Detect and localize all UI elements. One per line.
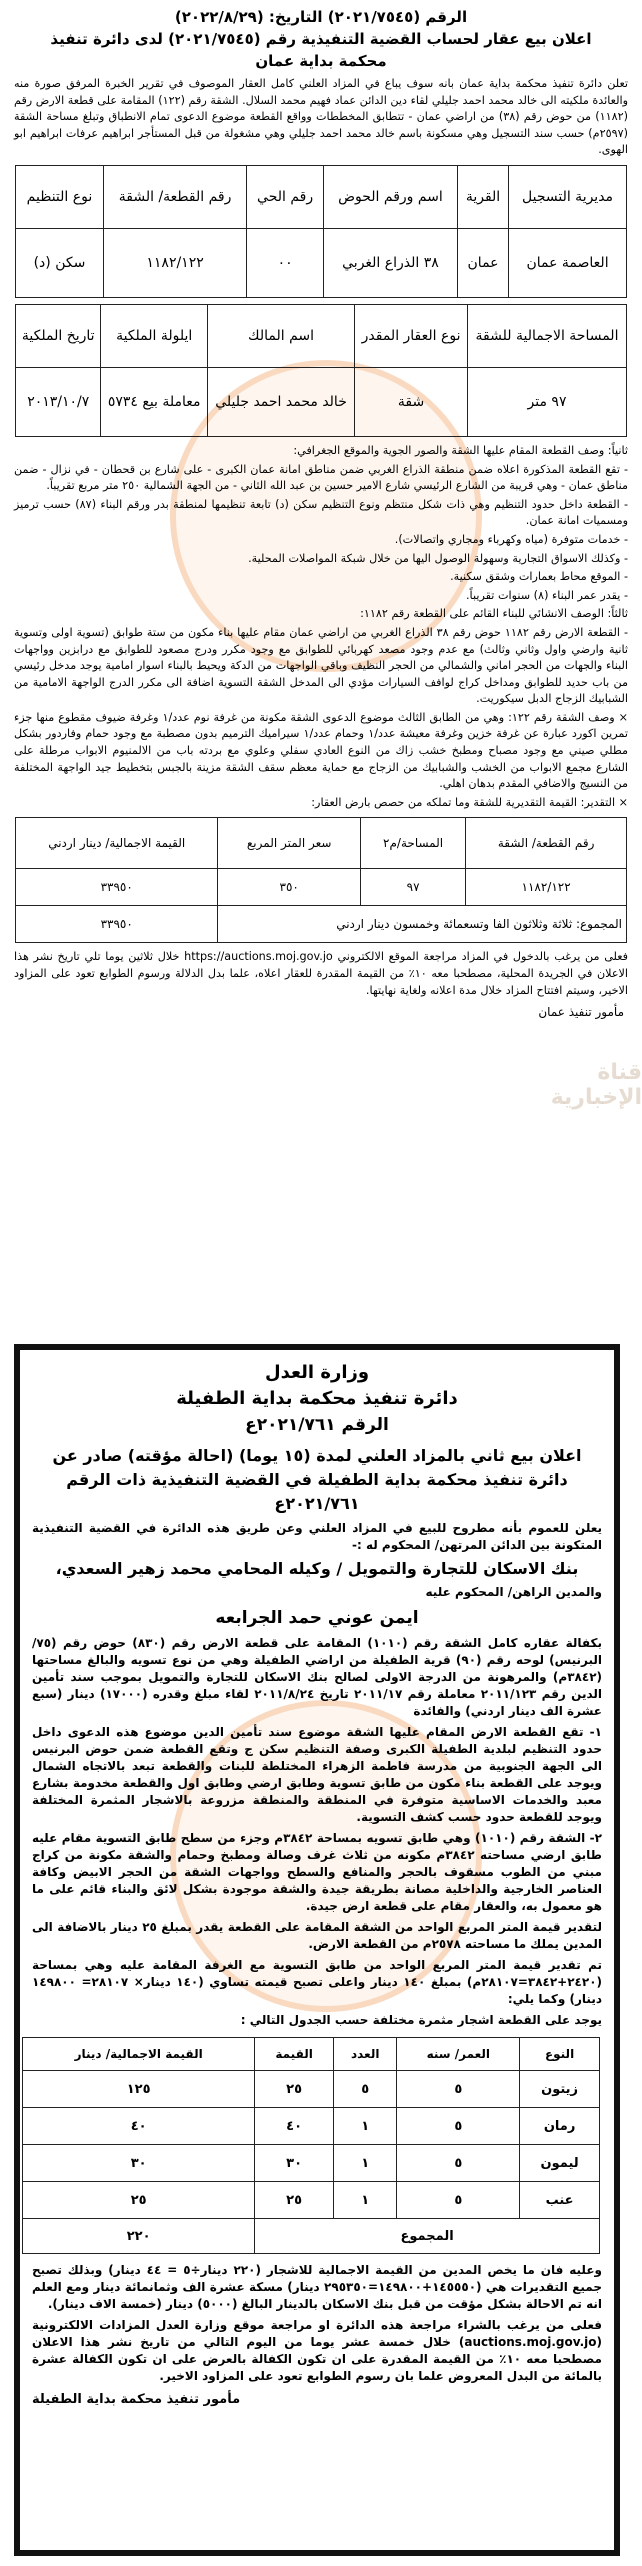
notice-subtitle: يعلن للعموم بأنه مطروح للبيع في المزاد العلني وعن طريق هذه الدائرة في القضية التنفيذية المتكونة بين الدائن المرتهن/ المحكوم له :-: [32, 1521, 602, 1552]
total-value: ٢٢٠: [23, 2219, 255, 2254]
paragraph: لتقدير قيمة المتر المربع الواحد من الشقة المقامة على القطعة يقدر بمبلغ ٢٥ دينار بالاضافة الى المدين يملك ما مساحته ٢٥٧٨م من القطعة الارض.: [32, 1920, 602, 1951]
table-cell: ٢٥: [23, 2182, 255, 2219]
total-value: ٣٣٩٥٠: [16, 906, 218, 943]
table-header: نوع التنظيم: [16, 165, 104, 228]
table-header: ايلولة الملكية: [101, 304, 207, 367]
notice-description: [14, 443, 628, 811]
table-cell: ١١٨٢/١٢٢: [103, 228, 246, 297]
notice-closing: وعليه فان ما يخص المدين من القيمة الاجمالية للاشجار (٢٢٠ دينار÷٥ = ٤٤ دينار) وبذلك تصبح جميع التقديرات هي (١٤٥٥٥٠+١٤٩٨٠٠=٢٩٥٣٥٠ دينار) مسكة عشرة الف وثمانمائة دينار ومع العلم انه تم الاحالة بشكل مؤقت من قبل بنك الاسكان بالدينار البالغ (٥٠٠٠) دينار (خمسة الاف دينار).: [32, 2263, 603, 2311]
table-header: المساحة/م٢: [360, 818, 465, 869]
paragraph: بكفالة عقاره كامل الشقة رقم (١٠١٠) المقامة على قطعة الارض رقم (٨٣٠) حوض رقم (٧٥/البرنيس) لوحه رقم (٩٠) قرية الطفيلة من اراضي الطفيلة وهي من نوع تسويه والبالغ مساحتها (٣٨٤٢م) والمرهونة من الدرجة الاولى لصالح بنك الاسكان للتجارة والتمويل بموجب سند تأمين الدين رقم ٢٠١١/١٢٣ معاملة رقم ٢٠١١/١٧ تاريخ ٢٠١١/٨/٢٤ لقاء مبلغ وقدره (١٧٠٠٠) دينار (سبع عشرة الف دينار اردني) والفائدة: [32, 1636, 603, 1718]
auction-notice-amman: [8, 6, 634, 1330]
table-cell: معاملة بيع ٥٧٣٤: [101, 367, 207, 436]
table-header: القرية: [457, 165, 508, 228]
table-header: سعر المتر المربع: [218, 818, 361, 869]
table-header: اسم المالك: [207, 304, 354, 367]
table-header: رقم القطعة/ الشقة: [466, 818, 627, 869]
table-cell: ٣٣٩٥٠: [16, 869, 218, 906]
table-header: القيمة: [255, 2038, 334, 2071]
ministry-name: وزارة العدل: [264, 1362, 370, 1383]
table-cell: ٤٠: [255, 2108, 334, 2145]
closing-prefix: فعلى من يرغب بالدخول في المزاد مراجعة الموقع الالكتروني: [337, 950, 628, 964]
table-cell: عمان: [457, 228, 508, 297]
table-row: [23, 2071, 600, 2108]
table-cell: ١١٨٢/١٢٢: [466, 869, 627, 906]
notice-signer: مأمور تنفيذ محكمة بداية الطفيلة: [32, 2392, 241, 2407]
table-cell: ٣٥٠: [218, 869, 361, 906]
table-cell: ٩٧: [360, 869, 465, 906]
table-header: القيمة الاجمالية/ دينار اردني: [16, 818, 218, 869]
creditor-name: بنك الاسكان للتجارة والتمويل / وكيله المحامي محمد زهير السعدي،: [55, 1559, 579, 1578]
table-cell: ٥: [397, 2108, 520, 2145]
paragraph: ٢- الشقة رقم (١٠١٠) وهي طابق تسويه بمساحة ٣٨٤٢م وجزء من سطح طابق التسوية مقام عليه طابق ارضي مساحته ٣٨٤٢م مكونه من ثلاث غرف وصالة ومطبخ وحمام والشقة مكونة من كراج مبني من الطوب مسقوف بالحجر والمنافع والسطح وواجهات الشقة من الحجر الابيض وكافة العناصر الخارجية والداخلية مصانة بطريقة جيدة والشقة موجودة بشكل لائق والبناء قائم على ما هو معمول به، والعقار مقام على قطعة ارض جيدة.: [32, 1831, 602, 1913]
paragraph: تم تقدير قيمة المتر المربع الواحد من طابق التسوية مع الغرفة المقامة عليه وهي بمساحة (٢٤٢٠+٣٨٤٢=٢٨١٠٧م) بمبلغ ١٤٠ دينار واعلى تصبح قيمته تساوي (١٤٠ دينار× ٢٨١٠٧= ١٤٩٨٠٠ دينار) وكما يلي:: [32, 1958, 603, 2006]
table-cell: ٥: [397, 2071, 520, 2108]
table-header: النوع: [520, 2038, 600, 2071]
table-header: العدد: [333, 2038, 396, 2071]
paragraph: × وصف الشقة رقم ١٢٢: وهي من الطابق الثالث موضوع الدعوى الشقة مكونة من غرفة نوم عدد/١ وغرفة ضيوف مقطوع منها جزء تمرين اكورد عبارة عن غرفة خزين وغرفة معيشة عدد/١ وحمام عدد/١ سيراميك الترميم بدون مصطبة مع وجود حمام وفاردور بشكل مطلي صيني مع وجود مصباح ومطبخ خشب زاك من النوع العادي سفلي وعلوي مع بردته باب من الالمنيوم الابواب مرطلة على الشارع مجمع الابواب من الخشب والشبابيك من الزجاج مع حماية معظم سقف الشقة مزينة بالجبس بتخطيط جيد الواجهة المختلفة من النسيج والاضافي المقدم بدهان اهلي.: [14, 710, 629, 791]
table-cell: زيتون: [520, 2071, 600, 2108]
notice-signer: مأمور تنفيذ عمان: [538, 1005, 624, 1020]
paragraph: ١- تقع القطعة الارض المقام عليها الشقة موضوع سند تأمين الدين موضوع هذه الدعوى داخل حدود التنظيم لبلدية الطفيلة الكبرى وصفة التنظيم سكن ج وتقع القطعة ضمن حوض البرنيس الى الجهة الجنوبية من مدرسة فاطمة الزهراء المختلطة للبنات والقطعة تبعد بالاتجاه الشمال ويوجد على القطعة بناء مكون من طابق تسوية وطابق ارضي وطابق اول والقطعة مخدومة بشارع معبد والخدمات الاساسية متوفرة في المنطقة والمنطقة مزروعة بالاشجار المثمرة المختلفة ويوجد للقطعة حدود حسب كشف التسوية.: [32, 1725, 602, 1824]
total-label: المجموع: ثلاثة وثلاثون الفا وتسعمائة وخمسون دينار اردني: [218, 906, 627, 943]
table-cell: ٣٠: [255, 2145, 334, 2182]
notice-intro: تعلن دائرة تنفيذ محكمة بداية عمان بانه سوف يباع في المزاد العلني كامل العقار الموصوف في تقرير الخبرة المرفق صورة منه والعائدة ملكيته الى خالد محمد احمد جليلي لقاء دين الدائن عماد فهيم محمد السلال. الشقة رقم (١٢٢) المقامة على قطعة الارض رقم (١١٨٢) من حوض رقم (٣٨) من اراضي عمان - تتطابق المخططات وواقع القطعة موضوع الدعوى تمام الانطباق وتبلغ مساحة الشقة (٢٥٩٧م) حسب سند التسجيل وهي مسكونة باسم خالد محمد احمد جليلي وهي مشغولة من قبل المستأجر ابراهيم عرفات ابراهيم ابو الهوى.: [14, 77, 629, 157]
paragraph: - الموقع محاط بعمارات وشقق سكنية.: [450, 570, 628, 584]
table-cell: ليمون: [520, 2145, 600, 2182]
table-cell: ١: [333, 2145, 396, 2182]
valuation-table: [15, 817, 627, 943]
notice-court: محكمة بداية عمان: [255, 52, 387, 70]
table-header: المساحة الاجمالية للشقة: [468, 304, 627, 367]
closing-suffix: خلال ثلاثين يوما تلي تاريخ نشر هذا الاعلان في الجريدة المحلية، مصطحبا معه ١٠٪ من القيمة المقدرة للعقار اعلاه، علما بدل الدلالة ورسوم الطوابع تعود على المزاود الاخير، وسيتم افتتاح المزاد خلال مدة اعلانه ولغاية نهايتها.: [14, 950, 629, 997]
notice-title: اعلان بيع عقار لحساب القضية التنفيذية رقم (٢٠٢١/٧٥٤٥) لدى دائرة تنفيذ: [50, 30, 592, 48]
paragraph: يوجد على القطعة اشجار مثمرة مختلفة حسب الجدول التالي :: [240, 2013, 602, 2027]
table-row: [16, 367, 627, 436]
table-cell: ٢٥: [255, 2182, 334, 2219]
table-cell: ٩٧ متر: [468, 367, 627, 436]
paragraph: × التقدير: القيمة التقديرية للشقة وما تملكه من حصص بارض العقار:: [311, 795, 628, 809]
trees-table: [22, 2037, 600, 2254]
notice-closing: [14, 949, 628, 999]
table-row: [16, 228, 627, 297]
table-cell: ٤٠: [23, 2108, 255, 2145]
table-header: نوع العقار المقدر: [355, 304, 468, 367]
table-cell: ١: [333, 2182, 396, 2219]
table-total-row: [23, 2219, 600, 2254]
auction-notice-tafilah: [14, 1344, 620, 2556]
table-header: القيمة الاجمالية/ دينار: [23, 2038, 255, 2071]
paragraph: - وكذلك الاسواق التجارية وسهولة الوصول اليها من خلال شبكة المواصلات المحلية.: [248, 551, 628, 565]
table-cell: عنب: [520, 2182, 600, 2219]
table-header: رقم الحي: [247, 165, 324, 228]
table-cell: ٢٠١٣/١٠/٧: [16, 367, 101, 436]
table-row: [23, 2145, 600, 2182]
paragraph: ثالثاً: الوصف الانشائي للبناء القائم على القطعة رقم ١١٨٢:: [360, 607, 628, 621]
notice-title: اعلان بيع ثاني بالمزاد العلني لمدة (١٥ يوما) (احالة مؤقته) صادر عن دائرة تنفيذ محكمة بداية الطفيلة في القضية التنفيذية ذات الرقم ٢٠٢١/٧٦١ع: [52, 1446, 582, 1513]
paragraph: - القطعة الارض رقم ١١٨٢ حوض رقم ٣٨ الذراع الغربي من اراضي عمان مقام عليها بناء مكون من ستة طوابق (تسوية اولى وتسوية ثانية وارضي واول وثاني وثالث) مع عدم وجود مصعد كهربائي للطوابق مع وجود مكرر ودرج مصعود للطوابق مع درابزين وواجهات البناء والجهات من الحجر اماني والشمالي من الحجر النظيف وباقي الواجهات من الدكة ويحيط بالبناء اسوار امامية يوجد مدخل رئيسي من باب حديد للطوابق ومداخل كراج لوافف السيارات مؤدي الى المدخل الشقة التسوية اضافة الى مكرر الدرج الواجهة الامامية من الشبابيك الزجاج الدبل سيكوريت.: [14, 625, 628, 706]
notice-reference: الرقم ٢٠٢١/٧٦١ع: [245, 1415, 389, 1435]
debtor-name: ايمن عوني حمد الجرابعه: [215, 1608, 419, 1628]
table-header: اسم ورقم الحوض: [323, 165, 457, 228]
table-cell: ٥: [397, 2145, 520, 2182]
table-cell: شقة: [355, 367, 468, 436]
ownership-table: [15, 304, 627, 437]
table-header: العمر/ سنه: [397, 2038, 520, 2071]
table-cell: رمان: [520, 2108, 600, 2145]
table-row: [23, 2182, 600, 2219]
notice-closing-2: فعلى من يرغب بالشراء مراجعة هذه الدائرة او مراجعة موقع وزارة العدل المزادات الالكترونية (auctions.moj.gov.jo) خلال خمسة عشر يوما من اليوم التالي من تاريخ نشر هذا الاعلان مصطحبا معه ١٠٪ من القيمة المقدرة على ان تكون الكفالة بالعرض على ان تكون الكفالة عشرة بالمائة من البدل المعروض علما بان رسوم الطوابع تعود على المزاود الاخير.: [32, 2318, 602, 2383]
table-cell: ٠٠: [247, 228, 324, 297]
table-cell: ١٢٥: [23, 2071, 255, 2108]
table-cell: العاصمة عمان: [509, 228, 627, 297]
table-cell: ١: [333, 2108, 396, 2145]
total-label: المجموع: [255, 2219, 600, 2254]
debtor-label: والمدين الراهن/ المحكوم عليه: [425, 1585, 602, 1599]
table-header: تاريخ الملكية: [16, 304, 101, 367]
table-header: رقم القطعة/ الشقة: [103, 165, 246, 228]
auction-url-link[interactable]: https://auctions.moj.gov.jo: [184, 950, 333, 964]
table-cell: ٣٠: [23, 2145, 255, 2182]
paragraph: - القطعة داخل حدود التنظيم وهي ذات شكل منتظم ونوع التنظيم سكن (د) تابعة تنظيمها لمنطقة بدر ورقم البناء (٨٧) حسب ترميز ومسميات امانة عمان.: [14, 497, 628, 528]
paragraph: - تقع القطعة المذكورة اعلاه ضمن منطقة الذراع الغربي ضمن مناطق امانة عمان الكبرى - على شارع بن قحطان - في نزال - ضمن مناطق عمان - وهي قريبة من الشارع الرئيسي شارع الامير حسين بن عبد الله الثاني - من الجهة الشمالية ٢٥٠ متر مربع تقريباً.: [14, 462, 628, 493]
notice-reference: الرقم (٢٠٢١/٧٥٤٥) التاريخ: (٢٠٢٢/٨/٢٩): [174, 8, 468, 26]
table-cell: ٥: [333, 2071, 396, 2108]
watermark-text: قناة الإخبارية: [550, 1060, 642, 1110]
table-cell: ٥: [397, 2182, 520, 2219]
department-name: دائرة تنفيذ محكمة بداية الطفيلة: [176, 1388, 458, 1409]
paragraph: ثانياً: وصف القطعة المقام عليها الشقة والصور الجوية والموقع الجغرافي:: [293, 443, 628, 457]
table-cell: ٢٥: [255, 2071, 334, 2108]
table-row: [16, 869, 627, 906]
paragraph: - خدمات متوفرة (مياه وكهرباء ومجاري واتصالات).: [394, 532, 628, 546]
table-cell: سكن (د): [16, 228, 104, 297]
table-cell: ٣٨ الذراع الغربي: [323, 228, 457, 297]
table-row: [23, 2108, 600, 2145]
paragraph: - يقدر عمر البناء (٨) سنوات تقريباً.: [466, 588, 628, 602]
table-cell: خالد محمد احمد جليلي: [207, 367, 354, 436]
table-header: مديرية التسجيل: [509, 165, 627, 228]
table-total-row: [16, 906, 627, 943]
registration-table: [15, 165, 627, 298]
